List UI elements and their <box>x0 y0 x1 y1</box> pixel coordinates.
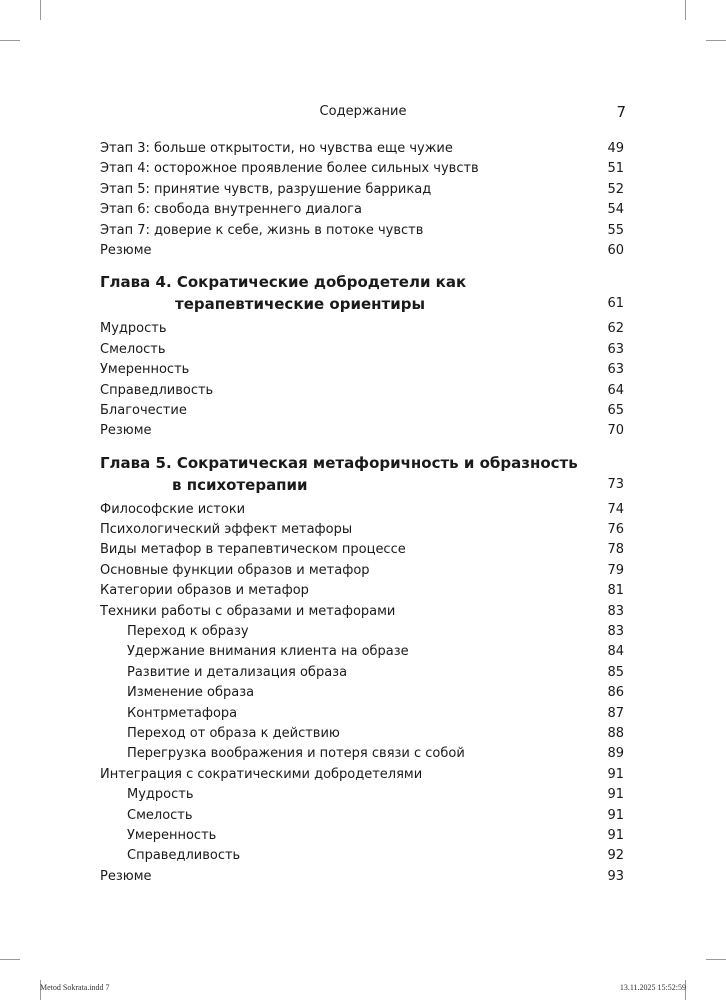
toc-entry-title: Этап 4: осторожное проявление более сильных чувств <box>100 161 479 177</box>
toc-entry-title: Резюме <box>100 423 152 439</box>
toc-entry-title: Умеренность <box>127 827 217 843</box>
toc-entry-page: 81 <box>607 583 624 599</box>
toc-entry-page: 84 <box>607 644 624 660</box>
toc-subentry <box>100 704 624 724</box>
toc-entry-title: Изменение образа <box>127 685 255 701</box>
toc-subentry <box>100 826 624 846</box>
toc-entry-title: Удержание внимания клиента на образе <box>127 644 409 660</box>
toc-entry-page: 65 <box>607 402 624 418</box>
toc-entry <box>100 340 624 360</box>
toc-entry <box>100 360 624 380</box>
crop-mark <box>706 959 726 960</box>
toc-entry-title: Умеренность <box>100 362 190 378</box>
toc-entry-page: 52 <box>607 181 624 197</box>
toc-entry-page: 87 <box>607 705 624 721</box>
toc-entry-page: 78 <box>607 542 624 558</box>
toc-entry-page: 62 <box>607 321 624 337</box>
toc-entry-page: 91 <box>607 766 624 782</box>
page-number: 7 <box>616 103 626 121</box>
toc-entry <box>100 180 624 200</box>
toc-entry-title: Интеграция с сократическими добродетелями <box>100 766 423 782</box>
toc-entry <box>100 139 624 159</box>
toc-entry-page: 60 <box>607 242 624 258</box>
toc-entry-title: Категории образов и метафор <box>100 583 309 599</box>
print-slug-filename: Metod Sokrata.indd 7 <box>40 983 110 992</box>
toc-entry-page: 83 <box>607 603 624 619</box>
toc-entry-title: Справедливость <box>127 848 241 864</box>
toc-entry-page: 54 <box>607 202 624 218</box>
toc-entry-page: 76 <box>607 522 624 538</box>
toc-entry-title: Мудрость <box>127 787 194 803</box>
toc-entry <box>100 520 624 540</box>
toc-entry-page: 70 <box>607 423 624 439</box>
toc-entry <box>100 241 624 261</box>
toc-entry-page: 86 <box>607 685 624 701</box>
toc-entry-title: Благочестие <box>100 402 187 418</box>
toc-entry-title: Техники работы с образами и метафорами <box>100 603 396 619</box>
toc-subentry <box>100 846 624 866</box>
toc-entry-page: 55 <box>607 222 624 238</box>
chapter-title-text: терапевтические ориентиры <box>175 295 426 314</box>
print-slug-timestamp: 13.11.2025 15:52:59 <box>619 983 686 992</box>
toc-entry <box>100 319 624 339</box>
crop-mark <box>0 959 20 960</box>
toc-entry-title: Справедливость <box>100 382 214 398</box>
crop-mark <box>0 40 20 41</box>
table-of-contents <box>100 139 624 887</box>
chapter-title-line: Глава 4. Сократические добродетели как <box>100 273 467 292</box>
running-head <box>0 104 726 124</box>
toc-entry <box>100 221 624 241</box>
crop-mark <box>706 40 726 41</box>
toc-entry-title: Виды метафор в терапевтическом процессе <box>100 542 406 558</box>
chapter-heading <box>100 271 624 315</box>
toc-entry <box>100 602 624 622</box>
toc-subentry <box>100 642 624 662</box>
toc-entry-title: Психологический эффект метафоры <box>100 522 353 538</box>
toc-subentry <box>100 724 624 744</box>
toc-entry-page: 83 <box>607 624 624 640</box>
toc-entry <box>100 561 624 581</box>
chapter-title-line: Глава 5. Сократическая метафоричность и образность <box>100 453 578 472</box>
toc-entry <box>100 381 624 401</box>
toc-entry-page: 89 <box>607 746 624 762</box>
toc-entry-page: 92 <box>607 848 624 864</box>
toc-entry <box>100 159 624 179</box>
toc-entry-page: 64 <box>607 382 624 398</box>
toc-entry-page: 93 <box>607 868 624 884</box>
toc-entry-title: Этап 6: свобода внутреннего диалога <box>100 202 362 218</box>
chapter-page: 73 <box>607 476 624 492</box>
toc-entry-title: Резюме <box>100 868 152 884</box>
toc-entry <box>100 540 624 560</box>
toc-entry <box>100 421 624 441</box>
toc-entry <box>100 200 624 220</box>
toc-entry-title: Этап 5: принятие чувств, разрушение баррикад <box>100 181 432 197</box>
toc-entry-title: Переход от образа к действию <box>127 725 340 741</box>
toc-entry-title: Контрметафора <box>127 705 238 721</box>
toc-entry-title: Этап 3: больше открытости, но чувства еще чужие <box>100 141 453 156</box>
running-title: Содержание <box>319 104 407 119</box>
toc-entry-title: Перегрузка воображения и потеря связи с собой <box>127 746 465 762</box>
toc-entry-page: 51 <box>607 161 624 177</box>
toc-entry-page: 91 <box>607 807 624 823</box>
toc-entry-title: Переход к образу <box>127 624 249 640</box>
crop-mark <box>40 0 41 20</box>
toc-entry <box>100 500 624 520</box>
toc-entry <box>100 765 624 785</box>
toc-entry-page: 49 <box>607 141 624 156</box>
toc-subentry <box>100 622 624 642</box>
toc-entry-title: Философские истоки <box>100 501 246 517</box>
toc-subentry <box>100 785 624 805</box>
toc-entry-title: Развитие и детализация образа <box>127 664 348 680</box>
toc-entry-page: 91 <box>607 787 624 803</box>
toc-entry-page: 63 <box>607 362 624 378</box>
toc-subentry <box>100 806 624 826</box>
toc-entry-title: Смелость <box>100 341 166 357</box>
chapter-heading <box>100 452 624 496</box>
toc-entry-page: 63 <box>607 341 624 357</box>
toc-subentry <box>100 683 624 703</box>
crop-mark <box>685 0 686 20</box>
toc-entry-title: Резюме <box>100 242 152 258</box>
chapter-title-text: в психотерапии <box>172 475 308 494</box>
chapter-page: 61 <box>607 296 624 312</box>
toc-entry-page: 85 <box>607 664 624 680</box>
toc-entry <box>100 401 624 421</box>
toc-subentry <box>100 744 624 764</box>
toc-entry-page: 74 <box>607 501 624 517</box>
toc-entry-page: 88 <box>607 725 624 741</box>
chapter-title-line <box>100 293 624 315</box>
toc-entry <box>100 581 624 601</box>
toc-entry-title: Этап 7: доверие к себе, жизнь в потоке чувств <box>100 222 424 238</box>
toc-subentry <box>100 663 624 683</box>
toc-entry-title: Смелость <box>127 807 193 823</box>
toc-entry-page: 79 <box>607 562 624 578</box>
toc-entry <box>100 867 624 887</box>
toc-entry-title: Мудрость <box>100 321 167 337</box>
chapter-title-line <box>100 474 624 496</box>
toc-entry-title: Основные функции образов и метафор <box>100 562 370 578</box>
toc-entry-page: 91 <box>607 827 624 843</box>
